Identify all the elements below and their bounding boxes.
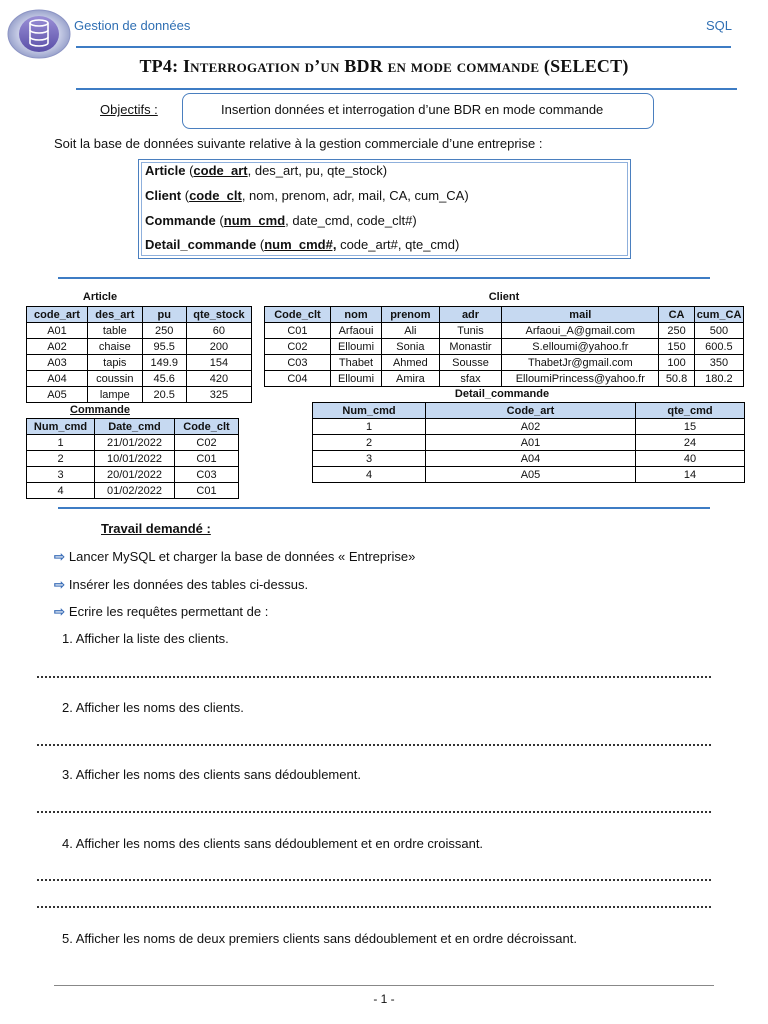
table-cell: 4 xyxy=(27,483,95,499)
table-cell: A01 xyxy=(27,323,88,339)
table-cell: 24 xyxy=(636,435,745,451)
table-cell: Arfaoui xyxy=(330,323,381,339)
table-cell: 01/02/2022 xyxy=(95,483,175,499)
table-row xyxy=(313,467,745,483)
table-cell: Thabet xyxy=(330,355,381,371)
answer-line xyxy=(37,744,711,746)
table-row xyxy=(27,483,239,499)
table-cell: Ahmed xyxy=(382,355,440,371)
column-header: Code_clt xyxy=(265,307,331,323)
objectives-text: Insertion données et interrogation d’une BDR en mode commande xyxy=(221,102,604,117)
objectives-box xyxy=(182,93,654,129)
schema-row: Detail_commande (num_cmd#, code_art#, qte_cmd) xyxy=(145,237,460,252)
table-cell: 250 xyxy=(659,323,695,339)
table-cell: C01 xyxy=(175,483,239,499)
table-header-row xyxy=(265,307,744,323)
commande-caption: Commande xyxy=(70,404,130,416)
detail-caption: Detail_commande xyxy=(454,388,550,400)
column-header: Num_cmd xyxy=(27,419,95,435)
table-row xyxy=(27,355,252,371)
column-header: Code_clt xyxy=(175,419,239,435)
table-cell: 325 xyxy=(186,387,251,403)
table-cell: 500 xyxy=(694,323,743,339)
question-4: 4. Afficher les noms des clients sans dédoublement et en ordre croissant. xyxy=(62,836,484,851)
table-cell: A04 xyxy=(27,371,88,387)
table-cell: 180.2 xyxy=(694,371,743,387)
bullet-item: ⇨ Lancer MySQL et charger la base de données « Entreprise» xyxy=(54,549,416,564)
client-caption: Client xyxy=(488,291,520,303)
arrow-icon: ⇨ xyxy=(54,549,65,564)
table-cell: A02 xyxy=(27,339,88,355)
table-cell: 40 xyxy=(636,451,745,467)
schema-row: Commande (num_cmd, date_cmd, code_clt#) xyxy=(145,213,417,228)
table-cell: C03 xyxy=(175,467,239,483)
table-cell: Sousse xyxy=(439,355,502,371)
client-table xyxy=(264,306,744,387)
table-cell: Amira xyxy=(382,371,440,387)
table-cell: 149.9 xyxy=(142,355,186,371)
header-topic: SQL xyxy=(706,18,733,33)
table-cell: 45.6 xyxy=(142,371,186,387)
header-divider xyxy=(76,46,731,48)
arrow-icon: ⇨ xyxy=(54,604,65,619)
schema-row: Client (code_clt, nom, prenom, adr, mail, CA, cum_CA) xyxy=(145,188,469,203)
table-row xyxy=(265,355,744,371)
schema-row: Article (code_art, des_art, pu, qte_stock) xyxy=(145,163,388,178)
table-cell: A03 xyxy=(27,355,88,371)
table-cell: 200 xyxy=(186,339,251,355)
table-row xyxy=(265,339,744,355)
table-cell: 60 xyxy=(186,323,251,339)
section-divider xyxy=(58,507,710,509)
table-row xyxy=(27,435,239,451)
arrow-icon: ⇨ xyxy=(54,577,65,592)
table-row xyxy=(313,451,745,467)
table-row xyxy=(265,371,744,387)
commande-table xyxy=(26,418,239,499)
table-cell: ElloumiPrincess@yahoo.fr xyxy=(502,371,659,387)
table-row xyxy=(27,451,239,467)
table-cell: 150 xyxy=(659,339,695,355)
table-cell: A01 xyxy=(426,435,636,451)
column-header: mail xyxy=(502,307,659,323)
table-cell: 50.8 xyxy=(659,371,695,387)
section-divider xyxy=(58,277,710,279)
column-header: adr xyxy=(439,307,502,323)
table-cell: table xyxy=(87,323,142,339)
column-header: qte_cmd xyxy=(636,403,745,419)
column-header: Date_cmd xyxy=(95,419,175,435)
question-2: 2. Afficher les noms des clients. xyxy=(62,700,244,715)
detail-commande-table xyxy=(312,402,745,483)
table-header-row xyxy=(27,307,252,323)
table-cell: sfax xyxy=(439,371,502,387)
table-cell: 4 xyxy=(313,467,426,483)
table-cell: 2 xyxy=(313,435,426,451)
table-cell: Tunis xyxy=(439,323,502,339)
article-table xyxy=(26,306,252,403)
table-cell: C01 xyxy=(175,451,239,467)
table-cell: 250 xyxy=(142,323,186,339)
question-3: 3. Afficher les noms des clients sans dédoublement. xyxy=(62,767,361,782)
intro-text: Soit la base de données suivante relative à la gestion commerciale d’une entreprise : xyxy=(54,136,543,151)
table-row xyxy=(313,435,745,451)
table-cell: Arfaoui_A@gmail.com xyxy=(502,323,659,339)
bullet-item: ⇨ Insérer les données des tables ci-dessus. xyxy=(54,577,309,592)
column-header: des_art xyxy=(87,307,142,323)
answer-line xyxy=(37,906,711,908)
column-header: prenom xyxy=(382,307,440,323)
table-cell: coussin xyxy=(87,371,142,387)
database-logo-icon xyxy=(6,8,72,60)
objectives-label: Objectifs : xyxy=(100,102,158,117)
table-row xyxy=(27,323,252,339)
work-title: Travail demandé : xyxy=(101,521,211,536)
table-cell: 600.5 xyxy=(694,339,743,355)
table-cell: S.elloumi@yahoo.fr xyxy=(502,339,659,355)
table-cell: A04 xyxy=(426,451,636,467)
bullet-item: ⇨ Ecrire les requêtes permettant de : xyxy=(54,604,269,619)
table-row xyxy=(27,371,252,387)
column-header: CA xyxy=(659,307,695,323)
table-cell: 1 xyxy=(313,419,426,435)
table-cell: 95.5 xyxy=(142,339,186,355)
footer-divider xyxy=(54,985,714,986)
table-cell: 14 xyxy=(636,467,745,483)
table-cell: ThabetJr@gmail.com xyxy=(502,355,659,371)
table-cell: 1 xyxy=(27,435,95,451)
table-cell: C02 xyxy=(265,339,331,355)
table-cell: C04 xyxy=(265,371,331,387)
question-5: 5. Afficher les noms de deux premiers clients sans dédoublement et en ordre décroissant. xyxy=(62,931,577,946)
table-cell: chaise xyxy=(87,339,142,355)
answer-line xyxy=(37,676,711,678)
table-cell: 15 xyxy=(636,419,745,435)
table-cell: 20.5 xyxy=(142,387,186,403)
table-cell: Sonia xyxy=(382,339,440,355)
title-divider xyxy=(76,88,737,90)
table-cell: 10/01/2022 xyxy=(95,451,175,467)
table-cell: lampe xyxy=(87,387,142,403)
table-cell: C01 xyxy=(265,323,331,339)
table-row xyxy=(27,339,252,355)
table-cell: 100 xyxy=(659,355,695,371)
column-header: code_art xyxy=(27,307,88,323)
page-number: - 1 - xyxy=(373,992,395,1006)
column-header: Code_art xyxy=(426,403,636,419)
answer-line xyxy=(37,879,711,881)
header-subject: Gestion de données xyxy=(74,18,191,33)
table-cell: 2 xyxy=(27,451,95,467)
table-cell: 20/01/2022 xyxy=(95,467,175,483)
table-cell: A02 xyxy=(426,419,636,435)
column-header: nom xyxy=(330,307,381,323)
table-cell: C03 xyxy=(265,355,331,371)
table-cell: Elloumi xyxy=(330,339,381,355)
column-header: pu xyxy=(142,307,186,323)
table-cell: C02 xyxy=(175,435,239,451)
table-cell: A05 xyxy=(426,467,636,483)
table-row xyxy=(27,467,239,483)
table-cell: Monastir xyxy=(439,339,502,355)
table-cell: tapis xyxy=(87,355,142,371)
answer-line xyxy=(37,811,711,813)
table-cell: 3 xyxy=(313,451,426,467)
table-cell: Elloumi xyxy=(330,371,381,387)
column-header: qte_stock xyxy=(186,307,251,323)
table-cell: 350 xyxy=(694,355,743,371)
article-caption: Article xyxy=(82,291,118,303)
schema-box xyxy=(138,159,631,259)
column-header: cum_CA xyxy=(694,307,743,323)
table-header-row xyxy=(313,403,745,419)
table-row xyxy=(27,387,252,403)
table-cell: 3 xyxy=(27,467,95,483)
table-cell: 420 xyxy=(186,371,251,387)
table-cell: 154 xyxy=(186,355,251,371)
table-row xyxy=(313,419,745,435)
table-cell: 21/01/2022 xyxy=(95,435,175,451)
table-row xyxy=(265,323,744,339)
column-header: Num_cmd xyxy=(313,403,426,419)
table-header-row xyxy=(27,419,239,435)
table-cell: A05 xyxy=(27,387,88,403)
table-cell: Ali xyxy=(382,323,440,339)
page-title: TP4: Interrogation d’un BDR en mode commande (SELECT) xyxy=(139,56,629,76)
question-1: 1. Afficher la liste des clients. xyxy=(62,631,229,646)
